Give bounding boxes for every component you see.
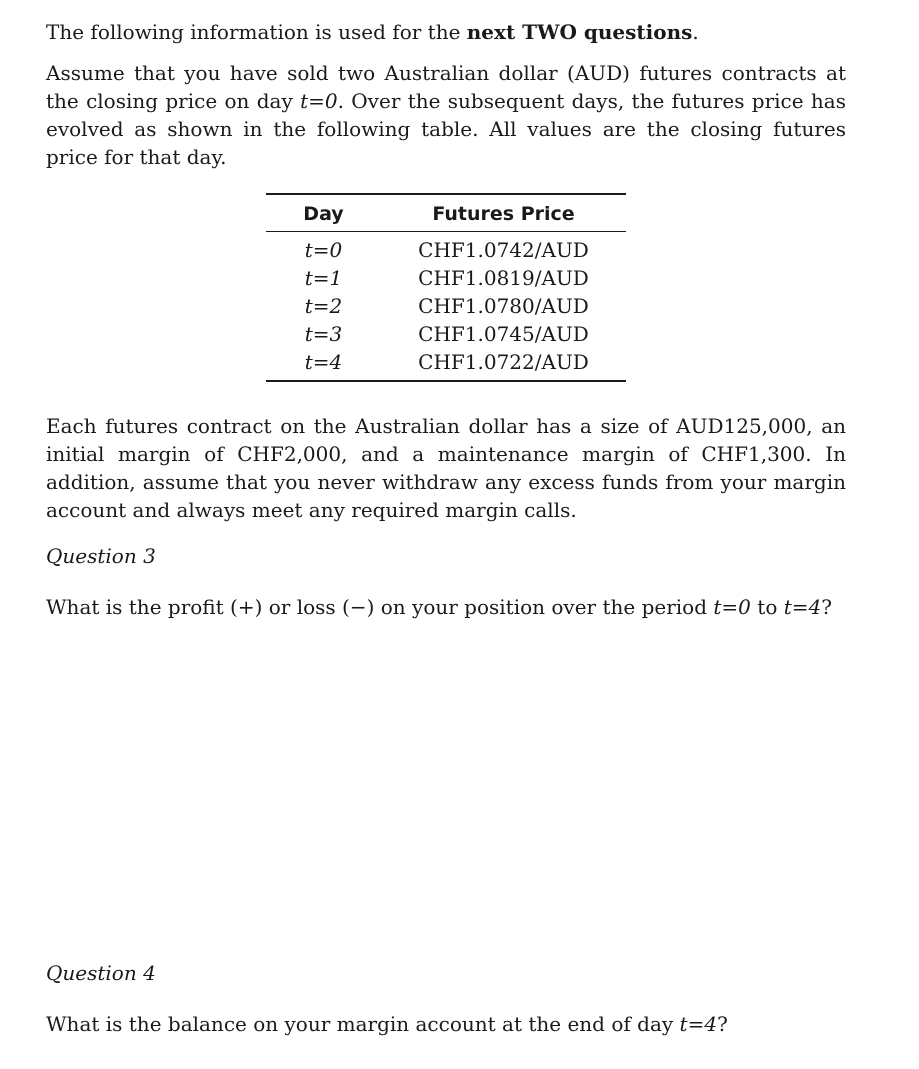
question-3-label: Question 3 bbox=[46, 544, 156, 568]
day-cell: t=3 bbox=[304, 322, 343, 346]
document-page bbox=[46, 18, 846, 1036]
day-cell: t=4 bbox=[266, 348, 381, 381]
header-futures-price: Futures Price bbox=[381, 194, 626, 232]
futures-price-table bbox=[266, 193, 626, 382]
intro-emphasis: next TWO questions bbox=[466, 20, 693, 44]
table-row bbox=[266, 348, 626, 381]
table-row bbox=[266, 232, 626, 265]
intro-text: The following information is used for the next TWO questions. bbox=[46, 20, 699, 44]
question-3-text: What is the profit (+) or loss (−) on your position over the period t=0 to t=4? bbox=[46, 595, 832, 619]
price-cell: CHF1.0722/AUD bbox=[381, 348, 626, 381]
table-row bbox=[266, 320, 626, 348]
day-cell: t=2 bbox=[304, 294, 343, 318]
day-cell: t=0 bbox=[304, 238, 343, 262]
header-day: Day bbox=[266, 194, 381, 232]
price-cell: CHF1.0742/AUD bbox=[418, 238, 589, 262]
price-cell: CHF1.0819/AUD bbox=[418, 266, 589, 290]
table-row bbox=[266, 264, 626, 292]
price-cell: CHF1.0745/AUD bbox=[418, 322, 589, 346]
question-4-text: What is the balance on your margin account at the end of day t=4? bbox=[46, 1012, 728, 1036]
scenario-paragraph: Assume that you have sold two Australian dollar (AUD) futures contracts at the closing price on day t=0. Over the subsequent days, the futures price has evolved as shown in the following table. All values are the closing futures price for that day. bbox=[46, 61, 846, 169]
contract-info-paragraph: Each futures contract on the Australian dollar has a size of AUD125,000, an initial margin of CHF2,000, and a maintenance margin of CHF1,300. In addition, assume that you never withdraw any excess funds from your margin account and always meet any required margin calls. bbox=[46, 414, 846, 522]
price-cell: CHF1.0780/AUD bbox=[418, 294, 589, 318]
question-4-label: Question 4 bbox=[46, 961, 156, 985]
table-row bbox=[266, 292, 626, 320]
day-cell: t=1 bbox=[304, 266, 343, 290]
